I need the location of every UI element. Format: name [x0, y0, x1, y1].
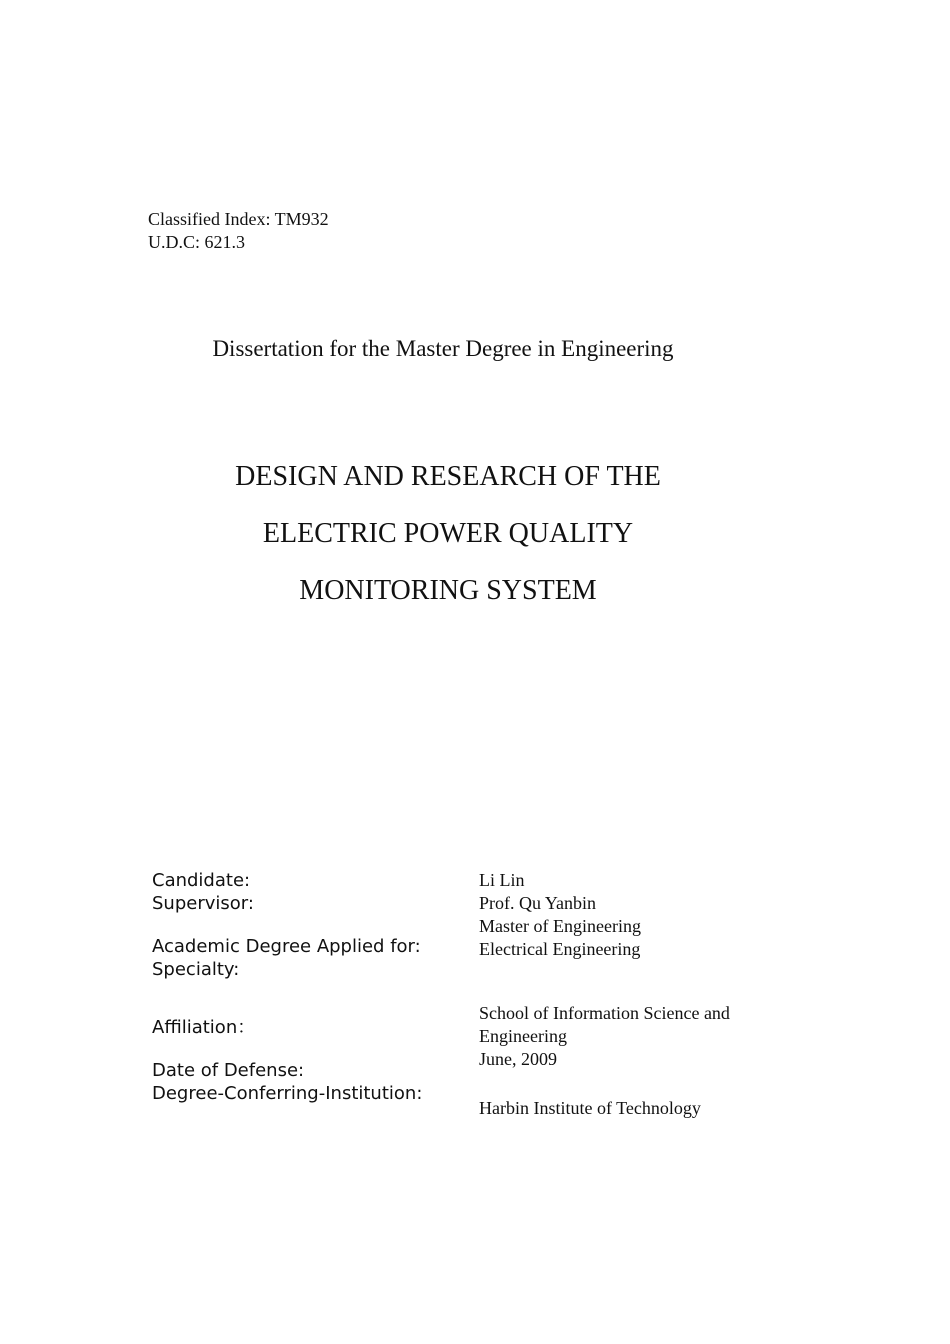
affiliation-value: School of Information Science and Engineering	[479, 1003, 730, 1046]
institution-label: Degree-Conferring-Institution:	[152, 1083, 423, 1104]
supervisor-label: Supervisor:	[152, 893, 254, 914]
institution-value: Harbin Institute of Technology	[479, 1098, 701, 1118]
title-line-2: ELECTRIC POWER QUALITY	[262, 518, 634, 549]
date-value: June, 2009	[479, 1049, 557, 1069]
specialty-label: Specialty:	[152, 959, 240, 980]
supervisor-value: Prof. Qu Yanbin	[479, 893, 597, 913]
date-label: Date of Defense:	[152, 1060, 305, 1081]
udc-code: U.D.C: 621.3	[148, 232, 246, 252]
title-line-1: DESIGN AND RESEARCH OF THE	[235, 461, 661, 492]
specialty-value: Electrical Engineering	[479, 939, 641, 959]
title-line-3: MONITORING SYSTEM	[299, 575, 597, 606]
affiliation-label: Affiliation：	[152, 1017, 256, 1038]
candidate-value: Li Lin	[479, 870, 525, 890]
dissertation-title	[0, 448, 896, 619]
degree-label: Academic Degree Applied for:	[152, 936, 421, 957]
classification-block	[148, 208, 329, 254]
classified-index: Classified Index: TM932	[148, 209, 329, 229]
degree-statement: Dissertation for the Master Degree in Engineering	[212, 336, 674, 361]
candidate-label: Candidate:	[152, 870, 251, 891]
degree-value: Master of Engineering	[479, 916, 641, 936]
